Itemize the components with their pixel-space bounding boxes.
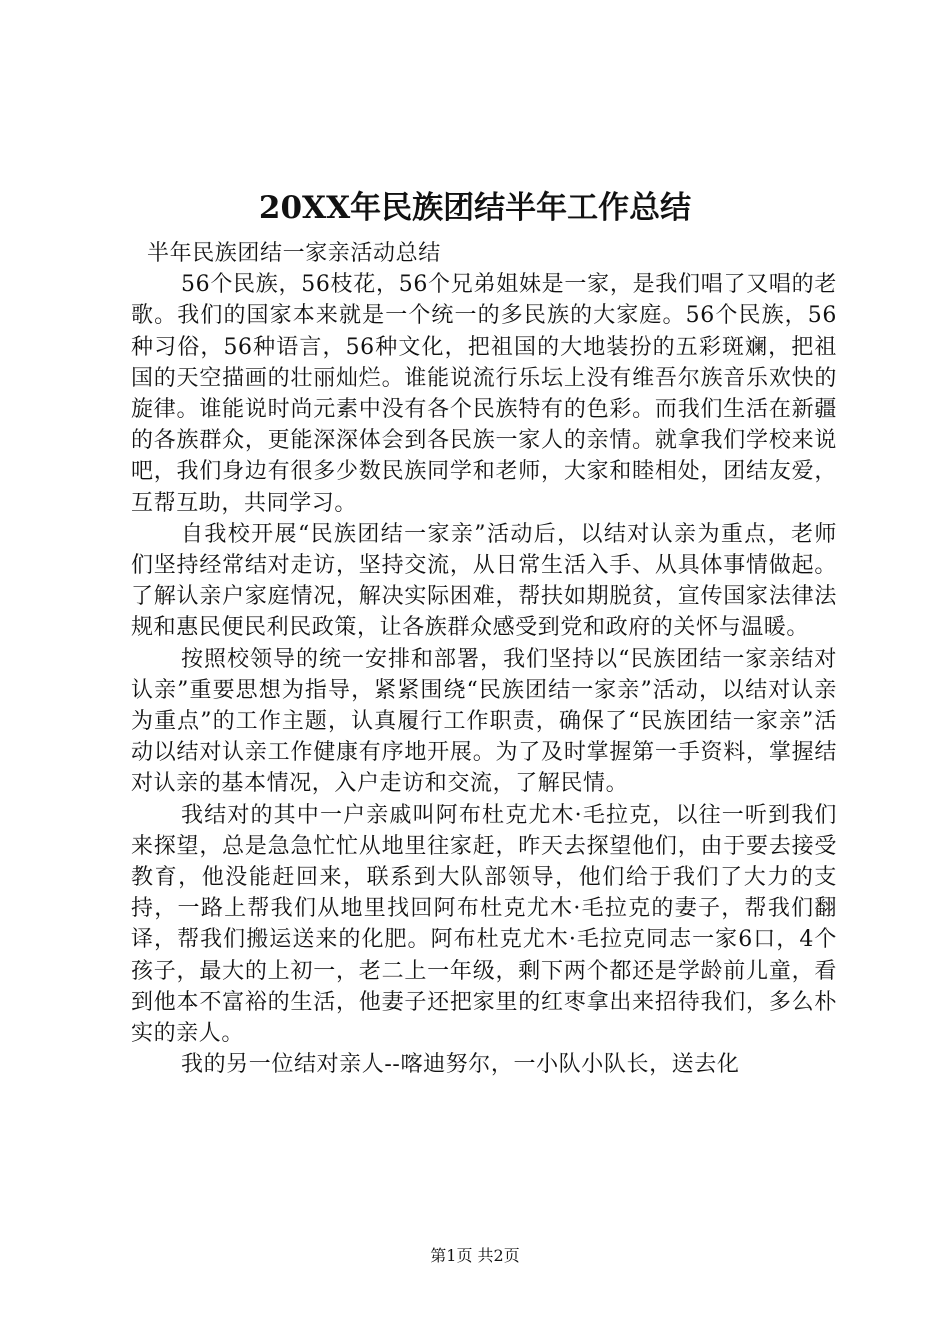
document-body <box>131 238 837 1080</box>
paragraph-2: 自我校开展“民族团结一家亲”活动后，以结对认亲为重点，老师们坚持经常结对走访，坚持交流，从日常生活入手、从具体事情做起。了解认亲户家庭情况，解决实际困难，帮扶如期脱贫，宣传国家法律法规和惠民便民利民政策，让各族群众感受到党和政府的关怀与温暖。 <box>131 521 837 641</box>
paragraph-4: 我结对的其中一户亲戚叫阿布杜克尤木·毛拉克，以往一听到我们来探望，总是急急忙忙从地里往家赶，昨天去探望他们，由于要去接受教育，他没能赶回来，联系到大队部领导，他们给于我们了大力的支持，一路上帮我们从地里找回阿布杜克尤木·毛拉克的妻子，帮我们翻译，帮我们搬运送来的化肥。阿布杜克尤木·毛拉克同志一家6口，4个孩子，最大的上初一，老二上一年级，剩下两个都还是学龄前儿童，看到他本不富裕的生活，他妻子还把家里的红枣拿出来招待我们，多么朴实的亲人。 <box>131 802 837 1047</box>
paragraph-5: 我的另一位结对亲人--喀迪努尔，一小队小队长，送去化 <box>181 1052 740 1078</box>
document-title: 20XX年民族团结半年工作总结 <box>258 190 692 226</box>
paragraph-3: 按照校领导的统一安排和部署，我们坚持以“民族团结一家亲结对认亲”重要思想为指导，紧紧围绕“民族团结一家亲”活动，以结对认亲为重点”的工作主题，认真履行工作职责，确保了“民族团结一家亲”活动以结对认亲工作健康有序地开展。为了及时掌握第一手资料，掌握结对认亲的基本情况，入户走访和交流，了解民情。 <box>131 646 837 797</box>
page-number-footer: 第1页 共2页 <box>430 1246 520 1265</box>
document-subtitle: 半年民族团结一家亲活动总结 <box>147 241 441 266</box>
paragraph-1: 56个民族，56枝花，56个兄弟姐妹是一家，是我们唱了又唱的老歌。我们的国家本来就是一个统一的多民族的大家庭。56个民族，56种习俗，56种语言，56种文化，把祖国的大地装扮的五彩斑斓，把祖国的天空描画的壮丽灿烂。谁能说流行乐坛上没有维吾尔族音乐欢快的旋律。谁能说时尚元素中没有各个民族特有的色彩。而我们生活在新疆的各族群众，更能深深体会到各民族一家人的亲情。就拿我们学校来说吧，我们身边有很多少数民族同学和老师，大家和睦相处，团结友爱，互帮互助，共同学习。 <box>131 272 837 516</box>
